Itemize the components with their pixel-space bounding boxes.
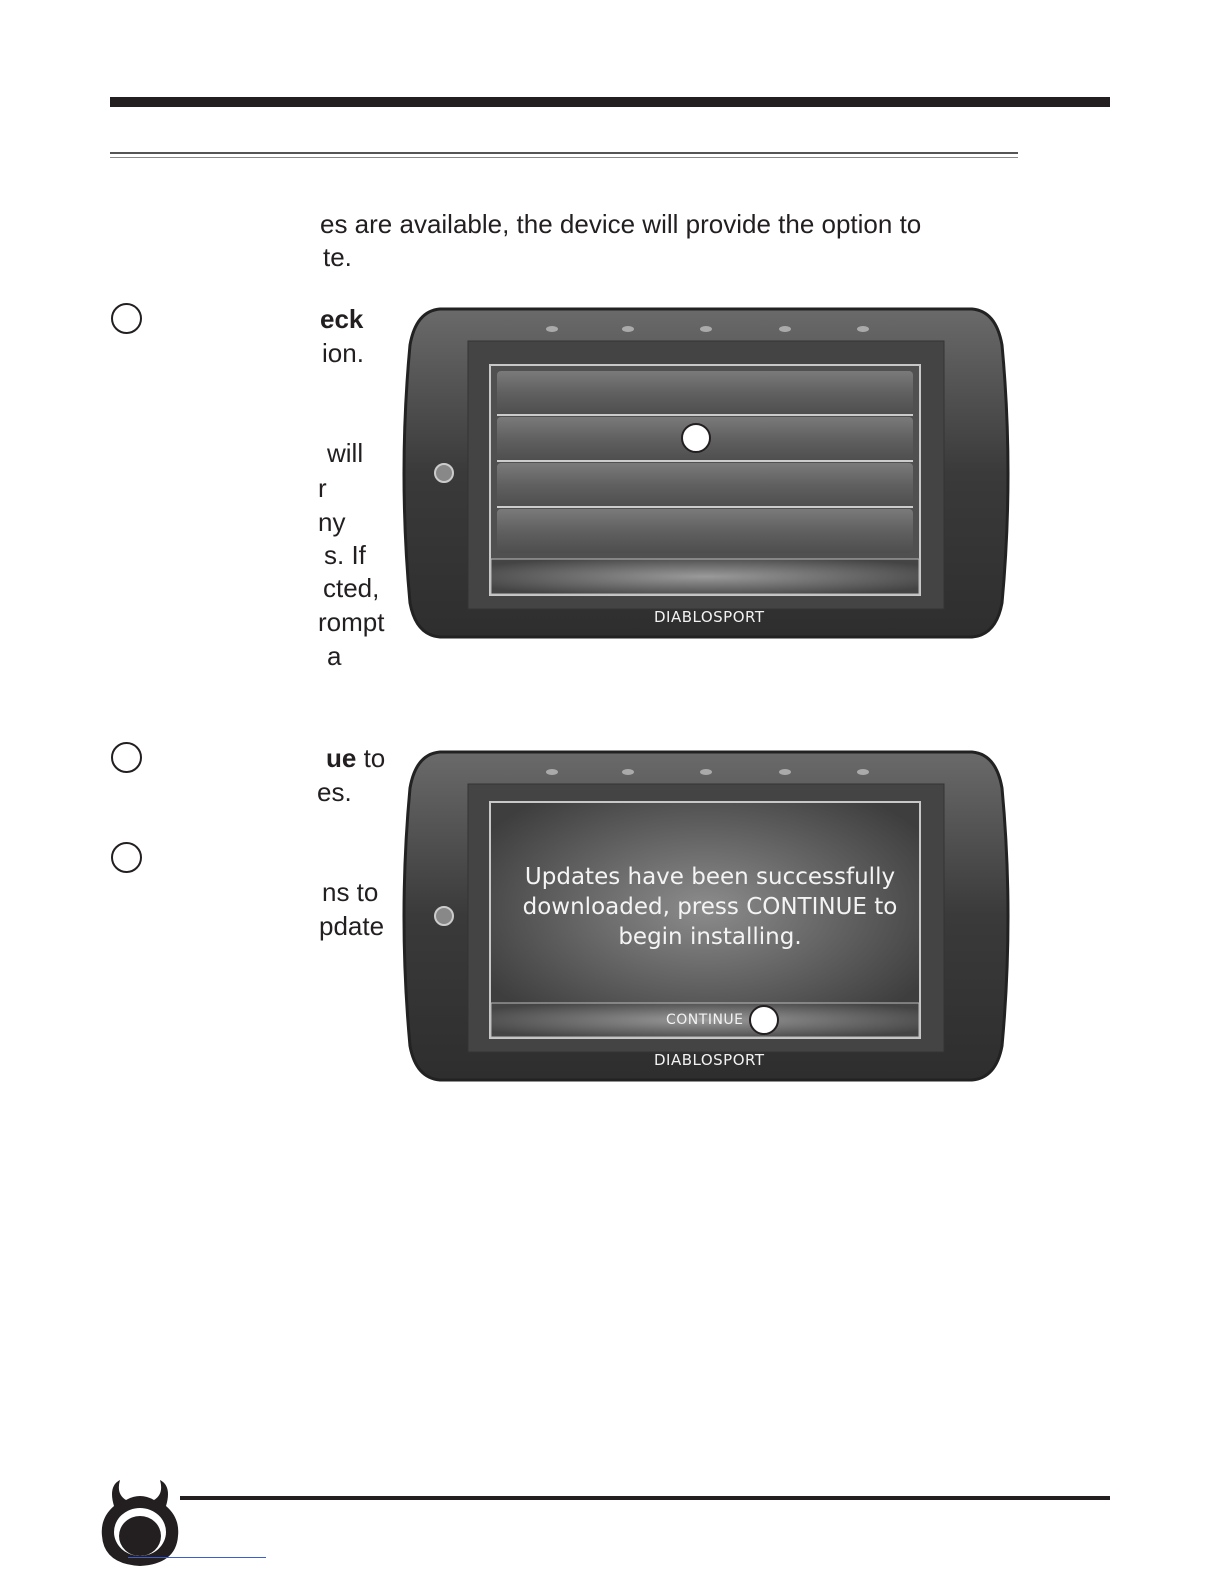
step-1-marker: [111, 303, 142, 334]
intro-line-2: te.: [323, 242, 352, 272]
device-1-led: [622, 326, 634, 332]
footer-rule: [180, 1496, 1110, 1500]
device-2-continue-button[interactable]: CONTINUE: [666, 1012, 744, 1028]
device-2-led: [779, 769, 791, 775]
device-2-message-line-2: downloaded, press CONTINUE to: [522, 894, 898, 920]
step-2-bold: ue: [326, 743, 357, 773]
device-2-led: [857, 769, 869, 775]
device-2-side-button: [435, 907, 453, 925]
step-2-rest: to: [356, 743, 386, 773]
device-1-bottom-bar: [491, 559, 919, 594]
step-1-line-3: will: [327, 438, 364, 468]
device-2-message-line-1: Updates have been successfully: [524, 864, 896, 890]
device-2-message-line-3: begin installing.: [618, 924, 802, 950]
device-1-led: [700, 326, 712, 332]
step-1-line-7: cted,: [323, 573, 380, 603]
header-rule: [110, 97, 1110, 107]
device-1-menu-row: [497, 509, 913, 553]
step-1-line-4: r: [318, 473, 327, 503]
device-1-led: [779, 326, 791, 332]
section-rule-top: [110, 152, 1018, 154]
step-2-line-1: [326, 742, 385, 775]
footer-link-underline: [128, 1557, 266, 1558]
step-3-line-1: ns to: [322, 877, 379, 907]
device-1-led: [546, 326, 558, 332]
device-1-led: [857, 326, 869, 332]
device-2-brand-logo: DIABLOSPORT: [654, 1051, 765, 1069]
step-1-line-9: a: [327, 641, 342, 671]
step-3-line-2: pdate: [319, 911, 385, 941]
step-2-line-2: es.: [317, 777, 352, 807]
device-2-led: [622, 769, 634, 775]
step-3-marker: [111, 842, 142, 873]
device-1-side-button: [435, 464, 453, 482]
device-1-menu-row: [497, 371, 913, 415]
step-1-line-2: ion.: [322, 338, 364, 368]
device-2-led: [546, 769, 558, 775]
section-rule-bottom: [110, 157, 1018, 158]
device-1-menu-row: [497, 463, 913, 507]
device-2-led: [700, 769, 712, 775]
intro-line-1: es are available, the device will provide the option to: [320, 209, 922, 239]
device-2-callout-dot: [750, 1006, 778, 1034]
device-2-message: [500, 862, 920, 952]
step-1-line-6: s. If: [324, 540, 366, 570]
step-1-line-8: rompt: [318, 607, 385, 637]
device-1-brand-logo: DIABLOSPORT: [654, 608, 765, 626]
device-1-illustration: [400, 305, 1012, 641]
step-1-line-1: eck: [320, 304, 364, 334]
device-1-callout-dot: [682, 424, 710, 452]
step-2-marker: [111, 742, 142, 773]
step-1-line-5: ny: [318, 507, 346, 537]
